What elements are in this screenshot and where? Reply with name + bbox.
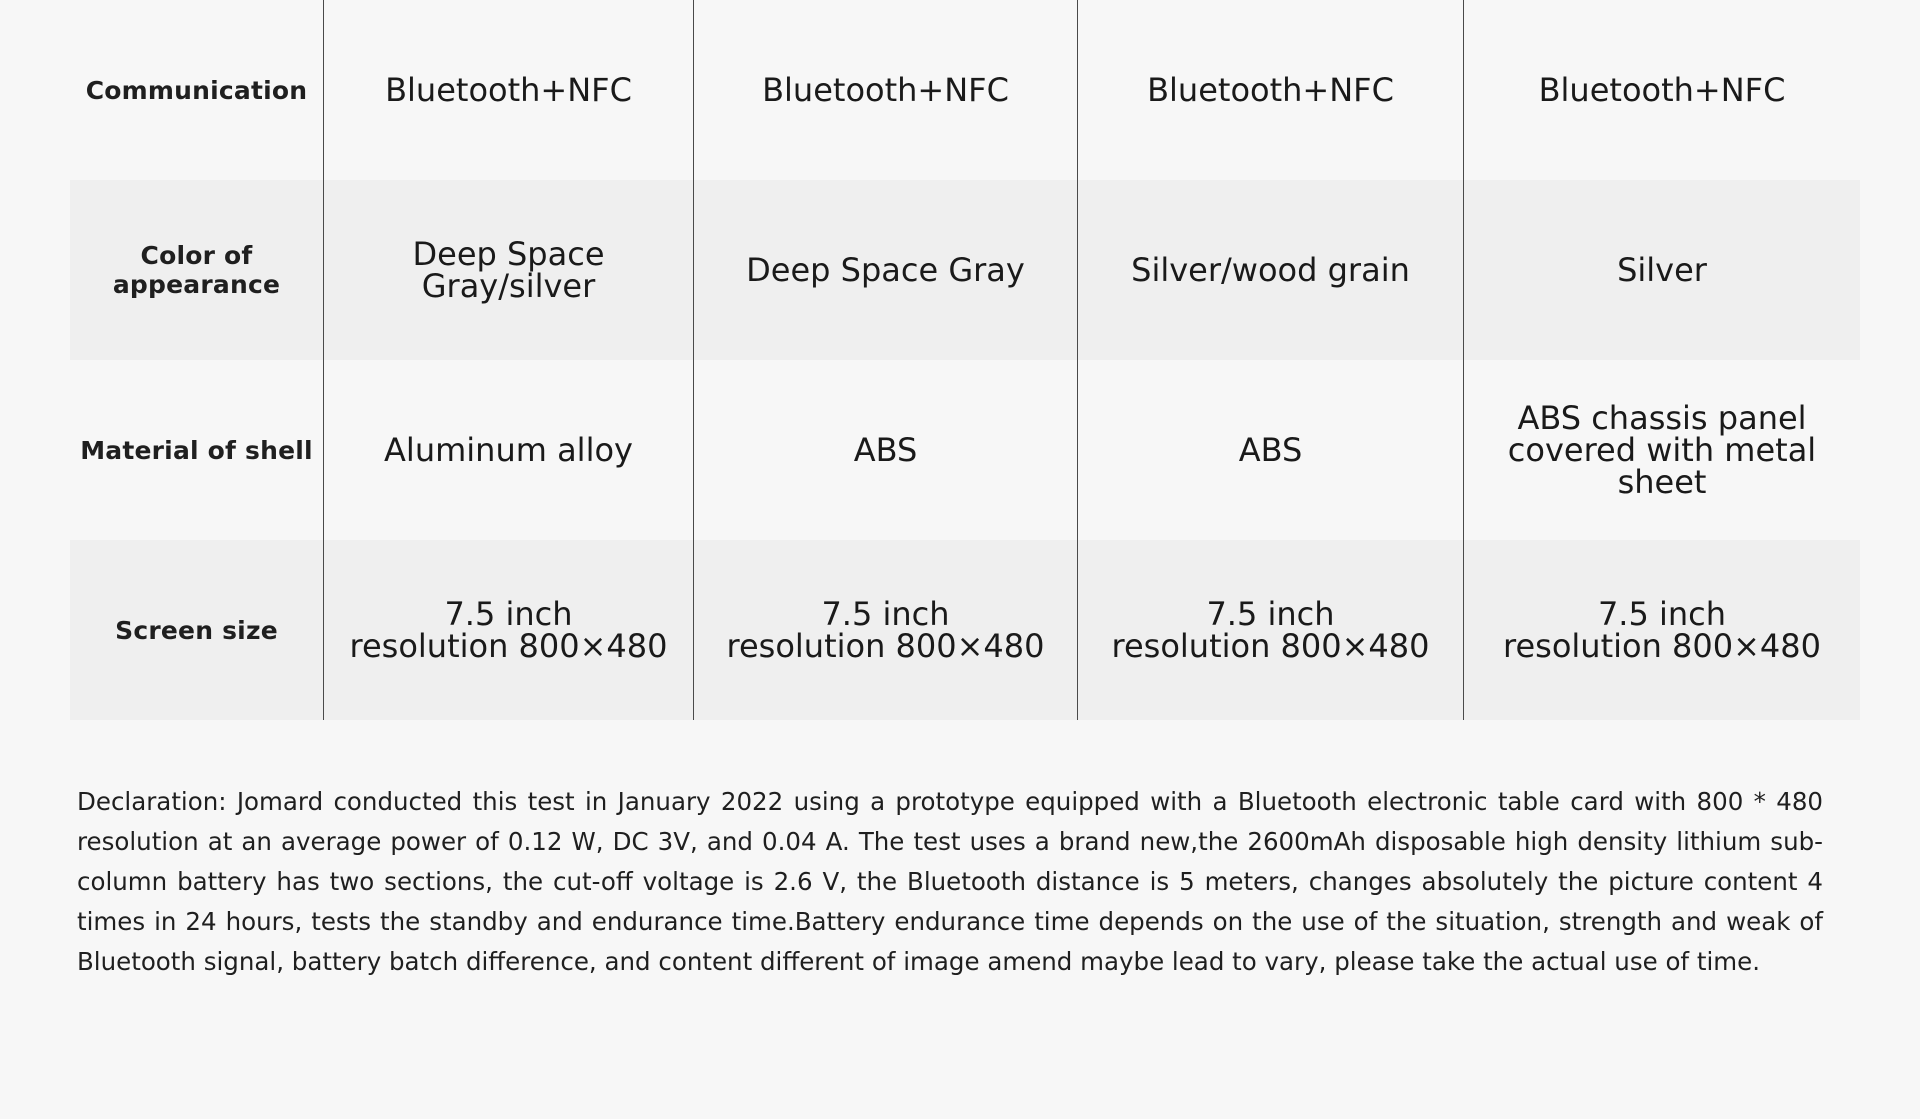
table-row-color-of-appearance	[70, 180, 1860, 360]
table-row-screen-size	[70, 540, 1860, 720]
row-label-material-of-shell: Material of shell	[70, 360, 324, 540]
row-label-communication: Communication	[70, 0, 324, 180]
table-cell: ABS chassis panel covered with metal sheet	[1507, 399, 1817, 501]
table-cell: Deep Space Gray/silver	[324, 180, 694, 360]
table-cell: 7.5 inch resolution 800×480	[1503, 595, 1821, 665]
table-row-communication	[70, 0, 1860, 180]
table-cell: Bluetooth+NFC	[694, 0, 1078, 180]
table-cell: Bluetooth+NFC	[324, 0, 694, 180]
table-cell: 7.5 inch resolution 800×480	[694, 540, 1078, 720]
spec-comparison-table	[70, 0, 1860, 720]
table-cell: Deep Space Gray	[694, 180, 1078, 360]
table-cell: Silver	[1617, 251, 1707, 289]
table-cell: 7.5 inch resolution 800×480	[324, 540, 694, 720]
row-label-color-of-appearance: Color of appearance	[70, 180, 324, 360]
table-cell: Bluetooth+NFC	[1078, 0, 1464, 180]
table-cell: ABS	[1078, 360, 1464, 540]
table-cell: ABS	[694, 360, 1078, 540]
table-cell: Silver/wood grain	[1078, 180, 1464, 360]
table-cell: Bluetooth+NFC	[1538, 71, 1786, 109]
row-label-screen-size: Screen size	[70, 540, 324, 720]
declaration-text: Declaration: Jomard conducted this test in January 2022 using a prototype equipped with a Bluetooth electronic table card with 800 * 480 resolution at an average power of 0.12 W, DC 3V, and 0.04 A. The test uses a brand new,the 2600mAh disposable high density lithium sub-column battery has two sections, the cut-off voltage is 2.6 V, the Bluetooth distance is 5 meters, changes absolutely the picture content 4 times in 24 hours, tests the standby and endurance time.Battery endurance time depends on the use of the situation, strength and weak of Bluetooth signal, battery batch difference, and content different of image amend maybe lead to vary, please take the actual use of time.	[77, 787, 1823, 976]
table-cell: Aluminum alloy	[324, 360, 694, 540]
table-cell: 7.5 inch resolution 800×480	[1078, 540, 1464, 720]
table-row-material-of-shell	[70, 360, 1860, 540]
